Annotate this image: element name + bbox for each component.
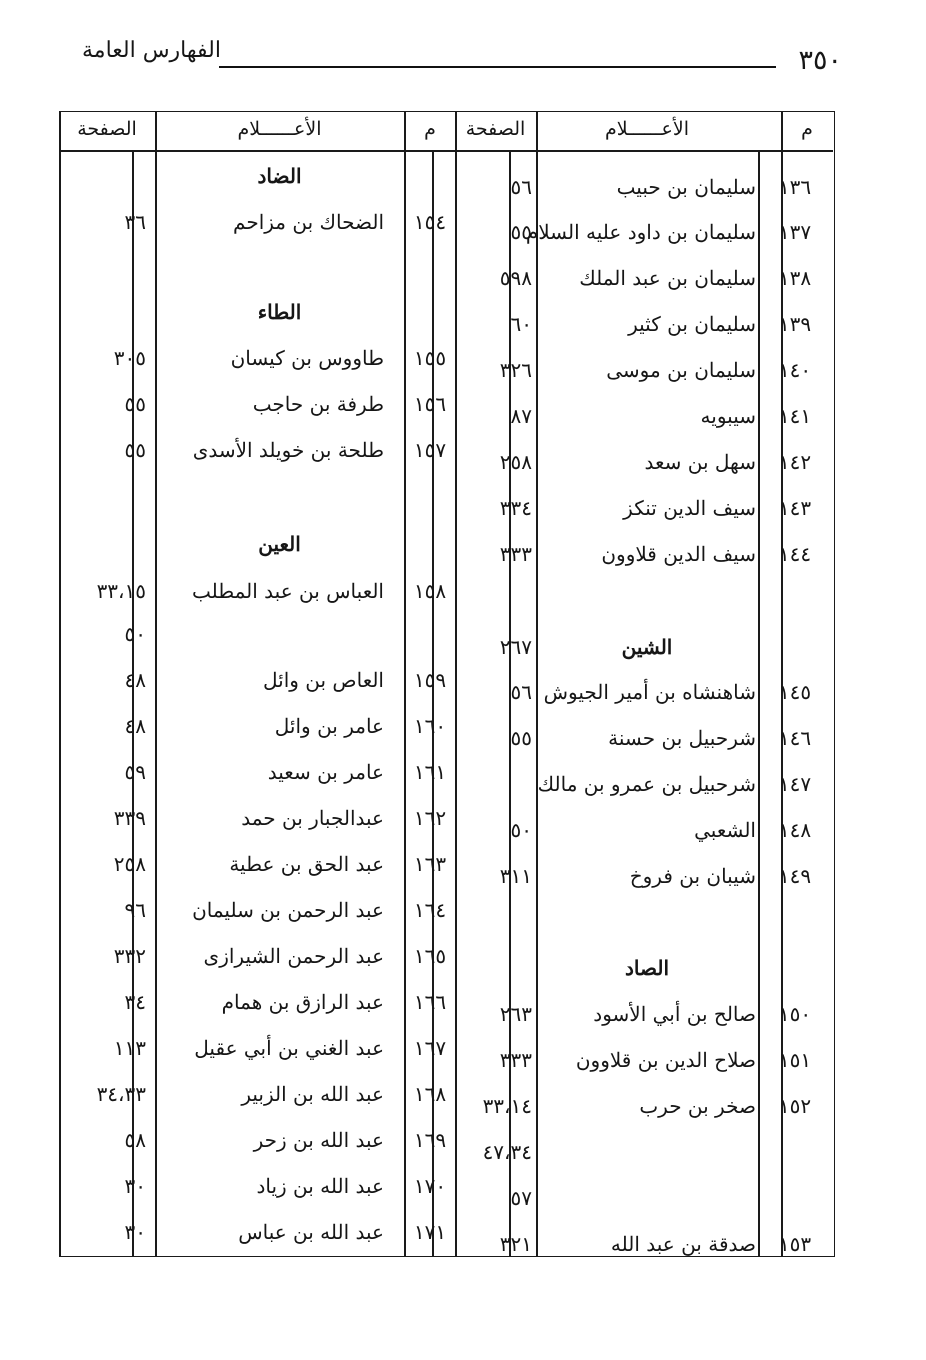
- column-header-m: م: [424, 118, 436, 140]
- column-header-page: الصفحة: [77, 118, 137, 140]
- entry-page: ٥٩٨: [499, 266, 532, 290]
- entry-page: ٥٠: [510, 818, 532, 842]
- entry-name: شاهنشاه بن أمير الجيوش: [543, 680, 756, 704]
- entry-name: عبد الغني بن أبي عقيل: [194, 1036, 384, 1060]
- entry-name: سليمان بن موسى: [606, 358, 756, 382]
- entry-name: سليمان بن داود عليه السلام: [525, 220, 756, 244]
- entry-name: صالح بن أبي الأسود: [593, 1002, 756, 1026]
- entry-number: ١٤٤: [778, 542, 812, 566]
- entry-page: ١١٣: [113, 1036, 146, 1060]
- entry-page: ٥٨: [124, 1128, 146, 1152]
- entry-page: ٤٧،٣٤: [482, 1140, 532, 1164]
- entry-number: ١٤٧: [778, 772, 812, 796]
- entry-name: الضحاك بن مزاحم: [233, 210, 384, 234]
- entry-name: عبد الرازق بن همام: [221, 990, 384, 1014]
- entry-number: ١٦٣: [413, 852, 447, 876]
- entry-number: ١٣٧: [778, 220, 812, 244]
- entry-number: ١٦٧: [413, 1036, 447, 1060]
- entry-number: ١٥٩: [413, 668, 447, 692]
- entry-page: ٣٢٦: [499, 358, 532, 382]
- entry-name: سيف الدين تنكز: [623, 496, 756, 520]
- entry-number: ١٤١: [778, 404, 812, 428]
- entry-name: عبد الرحمن بن سليمان: [192, 898, 384, 922]
- entry-name: شيبان بن فروخ: [629, 864, 756, 888]
- entry-page: ٣٣٢: [113, 944, 146, 968]
- column-header-m: م: [801, 118, 813, 140]
- entry-page: ٥٧: [510, 1186, 532, 1210]
- entry-page: ٤٨: [124, 714, 146, 738]
- entry-number: ١٦٢: [413, 806, 447, 830]
- entry-number: ١٣٩: [778, 312, 812, 336]
- entry-number: ١٦٥: [413, 944, 447, 968]
- page-number: ٣٥٠: [798, 45, 842, 76]
- entry-page: ٣٤: [124, 990, 146, 1014]
- entry-number: ١٤٢: [778, 450, 812, 474]
- entry-name: عبد الله بن زياد: [256, 1174, 384, 1198]
- entry-page: ٣٣٣: [499, 542, 532, 566]
- entry-number: ١٦٤: [413, 898, 447, 922]
- entry-name: صخر بن حرب: [639, 1094, 756, 1118]
- entry-name: صدقة بن عبد الله: [610, 1232, 756, 1256]
- entry-name: عبد الله بن عباس: [238, 1220, 384, 1244]
- entry-number: ١٧٠: [413, 1174, 447, 1198]
- entry-number: ١٥٧: [413, 438, 447, 462]
- header-rule: [219, 66, 776, 68]
- entry-number: ١٤٨: [778, 818, 812, 842]
- entry-number: ١٥١: [778, 1048, 812, 1072]
- header-separator: [59, 150, 833, 152]
- section-heading: الطاء: [257, 300, 302, 324]
- entry-number: ١٦٨: [413, 1082, 447, 1106]
- entry-page: ٥٥: [124, 392, 146, 416]
- entry-name: الشعبي: [694, 818, 756, 842]
- entry-number: ١٤٣: [778, 496, 812, 520]
- entry-number: ١٥٣: [778, 1232, 812, 1256]
- entry-name: شرحبيل بن عمرو بن مالك: [537, 772, 756, 796]
- entry-page: ٣٤،٣٣: [96, 1082, 146, 1106]
- entry-page: ٥٦: [510, 680, 532, 704]
- entry-page: ٢٦٣: [499, 1002, 532, 1026]
- entry-number: ١٥٤: [413, 210, 447, 234]
- section-heading: العين: [258, 532, 301, 556]
- entry-name: سليمان بن كثير: [628, 312, 756, 336]
- entry-name: صلاح الدين بن قلاوون: [575, 1048, 756, 1072]
- section-heading: الصاد: [625, 956, 669, 980]
- entry-page: ٣٣٣: [499, 1048, 532, 1072]
- entry-page: ٣٣،١٤: [482, 1094, 532, 1118]
- entry-name: عبد الله بن الزبير: [241, 1082, 384, 1106]
- entry-name: عبد الله بن زحر: [253, 1128, 384, 1152]
- entry-number: ١٤٦: [778, 726, 812, 750]
- entry-number: ١٣٨: [778, 266, 812, 290]
- entry-name: عبد الحق بن عطية: [229, 852, 384, 876]
- entry-number: ١٤٥: [778, 680, 812, 704]
- entry-number: ١٤٩: [778, 864, 812, 888]
- column-header-names: الأعــــــلام: [237, 118, 322, 140]
- entry-name: عامر بن وائل: [274, 714, 384, 738]
- entry-number: ١٣٦: [778, 175, 812, 199]
- entry-number: ١٦٠: [413, 714, 447, 738]
- entry-name: طلحة بن خويلد الأسدى: [192, 438, 384, 462]
- section-heading: الضاد: [257, 164, 302, 188]
- entry-name: عبد الرحمن الشيرازى: [203, 944, 384, 968]
- entry-number: ١٥٥: [413, 346, 447, 370]
- entry-name: عامر بن سعيد: [267, 760, 384, 784]
- entry-page: ٥٥: [510, 726, 532, 750]
- entry-page: ٩٦: [124, 898, 146, 922]
- entry-name: عبدالجبار بن حمد: [241, 806, 384, 830]
- entry-page: ٥٩: [124, 760, 146, 784]
- page-title: الفهارس العامة: [82, 38, 221, 63]
- entry-number: ١٥٢: [778, 1094, 812, 1118]
- entry-page: ٢٥٨: [113, 852, 146, 876]
- entry-page: ٣٣٤: [499, 496, 532, 520]
- entry-number: ١٦١: [413, 760, 447, 784]
- entry-name: طاووس بن كيسان: [230, 346, 384, 370]
- entry-page: ٣٦: [124, 210, 146, 234]
- entry-page: ٤٨: [124, 668, 146, 692]
- entry-number: ١٥٦: [413, 392, 447, 416]
- column-header-page: الصفحة: [465, 118, 526, 140]
- entry-name: سليمان بن عبد الملك: [579, 266, 756, 290]
- entry-name: سليمان بن حبيب: [616, 175, 756, 199]
- entry-page: ٦٠: [510, 312, 532, 336]
- entry-number: ١٥٨: [413, 579, 447, 603]
- section-heading: الشين: [621, 635, 673, 659]
- entry-number: ١٧١: [413, 1220, 447, 1244]
- entry-name: طرفة بن حاجب: [252, 392, 384, 416]
- entry-number: ١٦٩: [413, 1128, 447, 1152]
- entry-page: ٢٦٧: [499, 635, 532, 659]
- entry-page: ٥٠: [124, 622, 146, 646]
- entry-name: سيبويه: [700, 404, 756, 428]
- entry-name: شرحبيل بن حسنة: [608, 726, 756, 750]
- entry-page: ٥٥: [124, 438, 146, 462]
- entry-page: ٣١١: [499, 864, 532, 888]
- entry-page: ٥٦: [510, 175, 532, 199]
- entry-number: ١٥٠: [778, 1002, 812, 1026]
- entry-page: ٣٠: [124, 1174, 146, 1198]
- entry-page: ٣٣٩: [113, 806, 146, 830]
- entry-number: ١٦٦: [413, 990, 447, 1014]
- entry-page: ٣٠: [124, 1220, 146, 1244]
- entry-page: ٣٣،١٥: [96, 579, 146, 603]
- entry-number: ١٤٠: [778, 358, 812, 382]
- entry-page: ٥٥: [510, 220, 532, 244]
- entry-name: العباس بن عبد المطلب: [191, 579, 384, 603]
- column-header-names: الأعــــــلام: [605, 118, 689, 140]
- entry-name: العاص بن وائل: [262, 668, 384, 692]
- entry-page: ٨٧: [510, 404, 532, 428]
- entry-name: سيف الدين قلاوون: [601, 542, 756, 566]
- entry-page: ٢٥٨: [499, 450, 532, 474]
- entry-name: سهل بن سعد: [644, 450, 756, 474]
- entry-page: ٣٠٥: [113, 346, 146, 370]
- entry-page: ٣٢١: [499, 1232, 532, 1256]
